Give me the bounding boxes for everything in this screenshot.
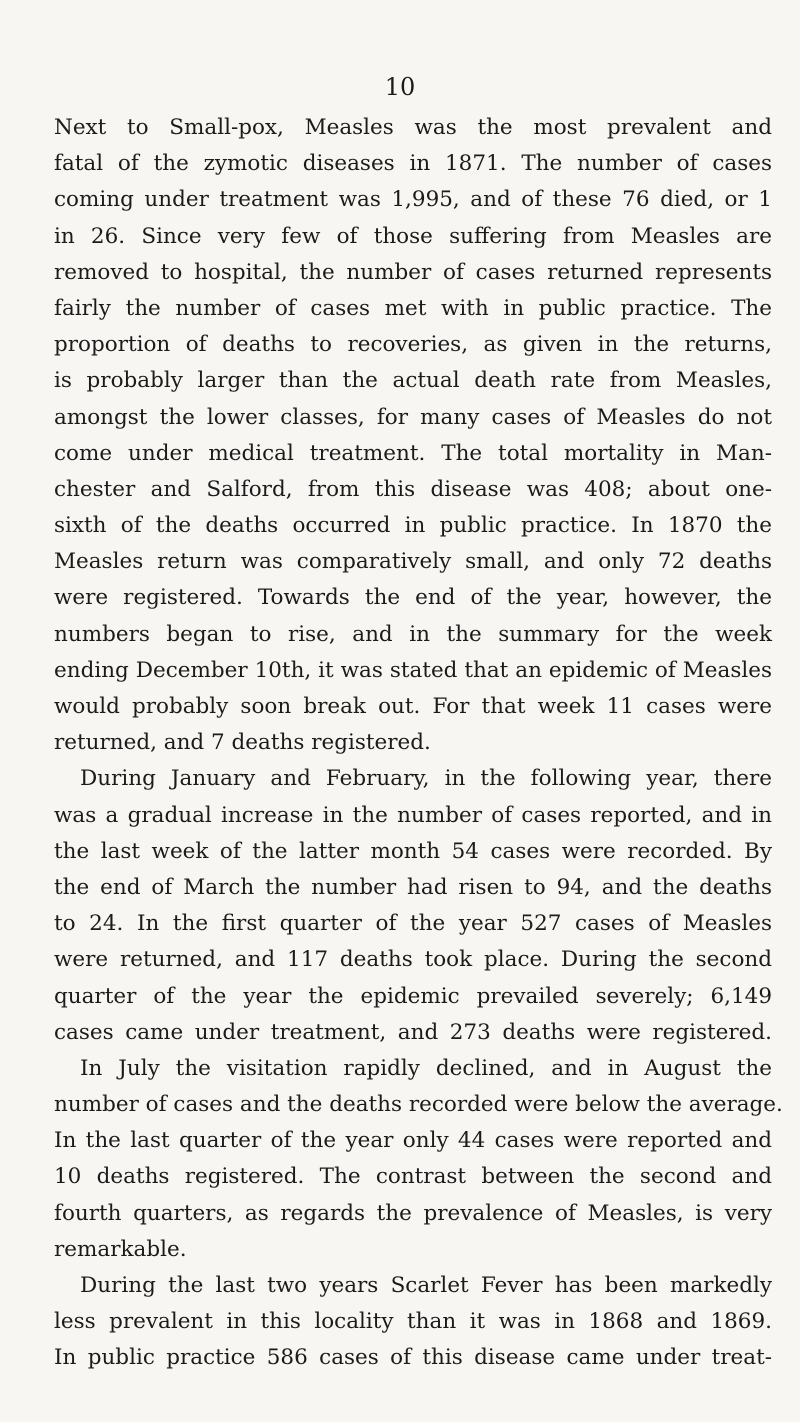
text-line: was a gradual increase in the number of cases reported, and in xyxy=(54,802,772,828)
text-line: remarkable. xyxy=(54,1236,187,1262)
text-line: In July the visitation rapidly declined, and in August the xyxy=(80,1055,772,1081)
text-line: 10 deaths registered. The contrast between the second and xyxy=(54,1164,772,1190)
text-line: quarter of the year the epidemic prevailed severely; 6,149 xyxy=(54,983,772,1009)
text-line: ending December 10th, it was stated that an epidemic of Measles xyxy=(54,657,772,683)
body-text xyxy=(54,110,783,1377)
text-line: come under medical treatment. The total mortality in Man- xyxy=(54,440,772,466)
text-line: the end of March the number had risen to 94, and the deaths xyxy=(54,874,772,900)
text-line: in 26. Since very few of those suffering from Measles are xyxy=(54,223,772,249)
text-line: number of cases and the deaths recorded were below the average. xyxy=(54,1092,783,1118)
text-line: fatal of the zymotic diseases in 1871. The number of cases xyxy=(54,151,772,177)
text-line: sixth of the deaths occurred in public practice. In 1870 the xyxy=(54,513,772,539)
text-line: In the last quarter of the year only 44 cases were reported and xyxy=(54,1128,772,1154)
text-line: In public practice 586 cases of this disease came under treat- xyxy=(54,1345,772,1371)
text-line: fairly the number of cases met with in public practice. The xyxy=(54,295,772,321)
text-line: the last week of the latter month 54 cases were recorded. By xyxy=(54,838,772,864)
text-line: During the last two years Scarlet Fever has been markedly xyxy=(80,1273,772,1298)
text-line: is probably larger than the actual death rate from Measles, xyxy=(54,368,772,394)
text-line: Measles return was comparatively small, and only 72 deaths xyxy=(54,549,772,575)
page-number: 10 xyxy=(384,73,416,101)
text-line: amongst the lower classes, for many cases of Measles do not xyxy=(54,404,772,430)
text-line: coming under treatment was 1,995, and of these 76 died, or 1 xyxy=(54,187,772,213)
text-line: to 24. In the first quarter of the year 527 cases of Measles xyxy=(54,911,772,937)
text-line: would probably soon break out. For that week 11 cases were xyxy=(54,694,772,719)
text-line: proportion of deaths to recoveries, as given in the returns, xyxy=(54,332,772,358)
text-line: chester and Salford, from this disease was 408; about one- xyxy=(54,476,772,502)
text-line: Next to Small-pox, Measles was the most prevalent and xyxy=(54,115,772,140)
text-line: were returned, and 117 deaths took place. During the second xyxy=(54,947,772,973)
text-line: returned, and 7 deaths registered. xyxy=(54,730,431,756)
text-line: numbers began to rise, and in the summary for the week xyxy=(54,621,772,647)
text-line: During January and February, in the following year, there xyxy=(80,766,772,792)
text-line: were registered. Towards the end of the year, however, the xyxy=(54,585,772,611)
text-line: less prevalent in this locality than it was in 1868 and 1869. xyxy=(54,1309,772,1335)
text-line: removed to hospital, the number of cases returned represents xyxy=(54,259,772,285)
text-line: cases came under treatment, and 273 deaths were registered. xyxy=(54,1019,772,1045)
text-line: fourth quarters, as regards the prevalence of Measles, is very xyxy=(54,1200,772,1226)
